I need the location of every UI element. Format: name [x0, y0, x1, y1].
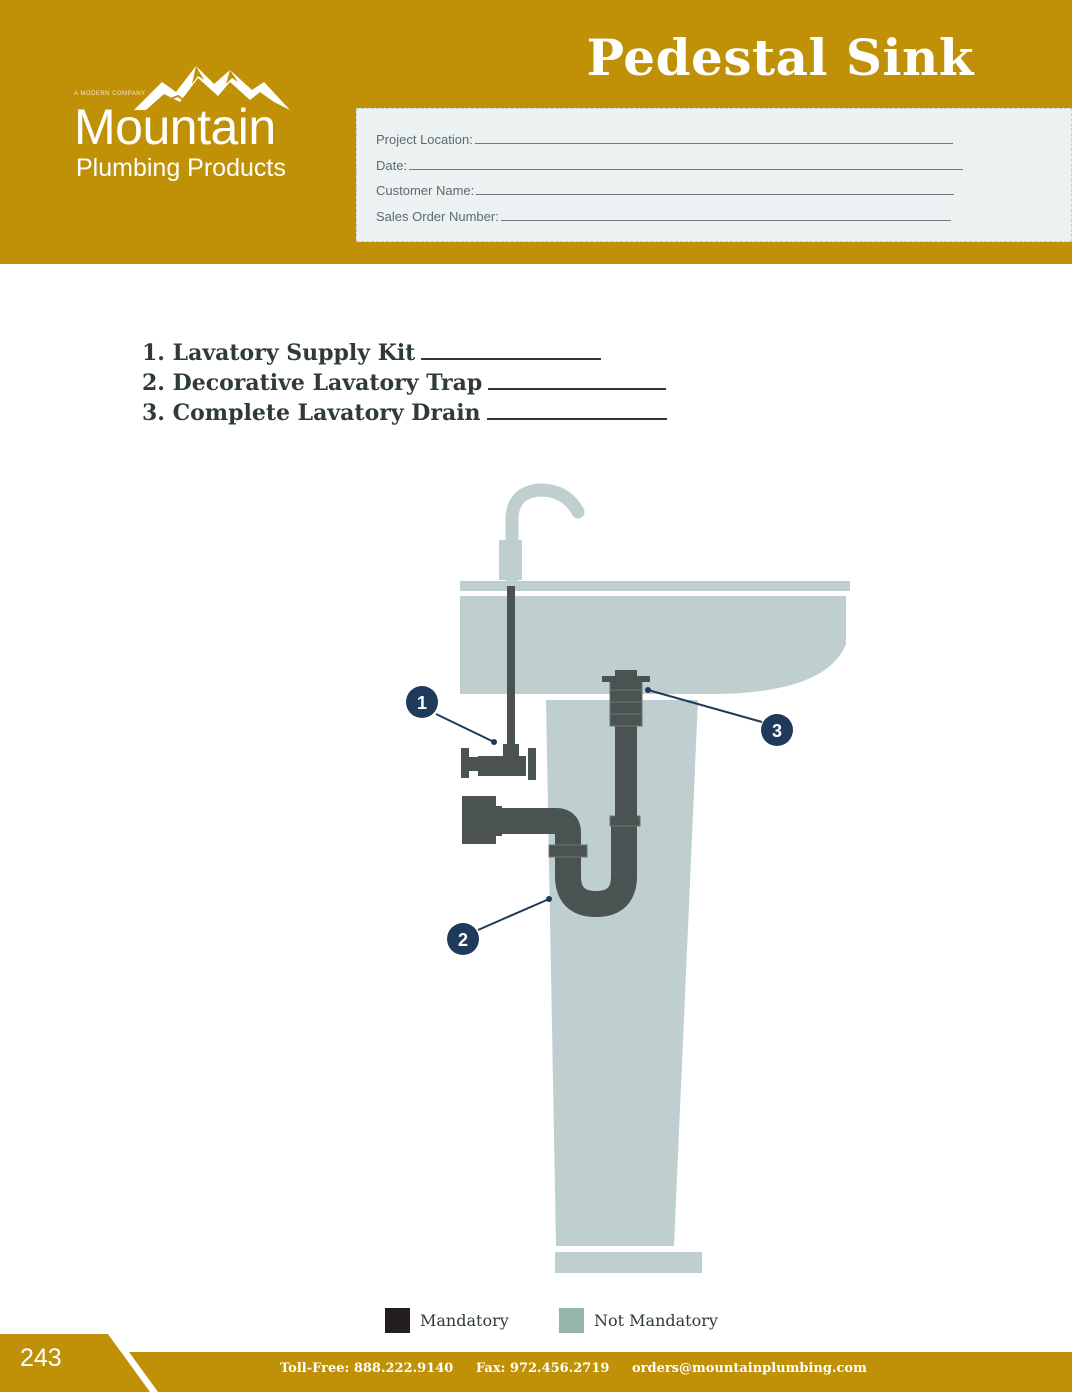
- item-label: 3. Complete Lavatory Drain: [142, 400, 481, 426]
- callout-number: 1: [416, 693, 428, 713]
- footer-contact: [280, 1361, 885, 1376]
- sales-order-label: Sales Order Number:: [376, 209, 499, 224]
- callout-number: 2: [457, 930, 469, 950]
- email-link[interactable]: orders@mountainplumbing.com: [631, 1361, 867, 1376]
- item-label: 1. Lavatory Supply Kit: [142, 340, 416, 366]
- toll-free-text: Toll-Free: 888.222.9140: [280, 1361, 454, 1376]
- customer-name-label: Customer Name:: [376, 183, 475, 198]
- callout-badge: [761, 714, 793, 746]
- page-number: 243: [20, 1344, 62, 1372]
- date-label: Date:: [376, 158, 408, 173]
- sink-basin: [460, 581, 850, 694]
- page-title: Pedestal Sink: [586, 28, 974, 87]
- faucet-illustration: [499, 490, 578, 580]
- logo-subname: Plumbing Products: [76, 154, 286, 182]
- item-label: 2. Decorative Lavatory Trap: [142, 370, 483, 396]
- callout-badge: [447, 923, 479, 955]
- callout-number: 3: [771, 721, 783, 741]
- logo-tagline: A MODERN COMPANY: [74, 91, 146, 97]
- callout-badge: [406, 686, 438, 718]
- legend-not-mandatory: [559, 1308, 718, 1333]
- mandatory-swatch: [385, 1308, 410, 1333]
- logo-name: Mountain: [74, 99, 276, 155]
- legend-mandatory: [385, 1308, 509, 1333]
- fax-text: Fax: 972.456.2719: [475, 1361, 610, 1376]
- mandatory-label: Mandatory: [420, 1311, 509, 1330]
- not-mandatory-label: Not Mandatory: [594, 1311, 718, 1330]
- project-location-label: Project Location:: [376, 132, 473, 147]
- not-mandatory-swatch: [559, 1308, 584, 1333]
